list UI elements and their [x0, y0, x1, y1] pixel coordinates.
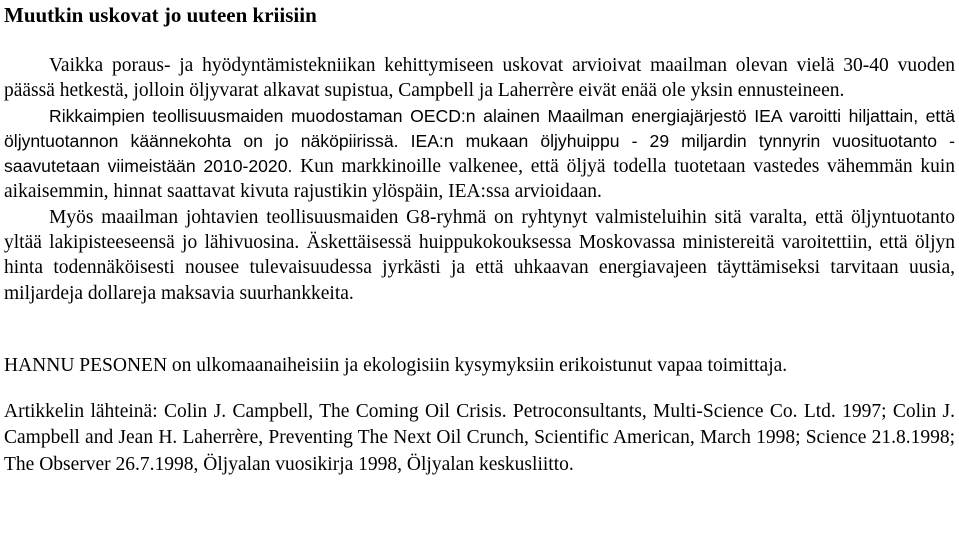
author-note: HANNU PESONEN on ulkomaanaiheisiin ja ekologisiin kysymyksiin erikoistunut vapaa toimittaja. — [4, 354, 788, 376]
paragraph-intro: Vaikka poraus- ja hyödyntämistekniikan kehittymiseen uskovat arvioivat maailman olevan vielä 30-40 vuoden päässä hetkestä, jolloin öljyvarat alkavat supistua, Campbell ja Laherrère eivät enää ole yksin ennusteineen. — [4, 55, 955, 102]
paragraph-g8: Myös maailman johtavien teollisuusmaiden G8-ryhmä on ryhtynyt valmisteluihin sitä varalta, että öljyntuotanto yltää lakipisteeseensä jo lähivuosina. Äskettäisessä huippukokouksessa Moskovassa ministereitä varoitettiin, että öljyn hinta todennäköisesti nousee tulevaisuudessa jyrkästi ja että uhkaavan energiavajeen täyttämiseksi tarvitaan uusia, miljardeja dollareja maksavia suurhankkeita. — [4, 206, 955, 304]
paragraph-iea-part1: Rikkaimpien teollisuusmaiden muodostaman OECD:n alainen Maailman energiajärjestö IEA varoitti hiljattain, että öljyntuotannon käännekohta on jo näköpiirissä. IEA:n mukaan öljyhuippu - 29 miljardin tynnyrin vuosituotanto - saavutetaan viimeistään 2010-2020. — [4, 105, 955, 177]
sources-note: Artikkelin lähteinä: Colin J. Campbell, The Coming Oil Crisis. Petroconsultants, Multi-Science Co. Ltd. 1997; Colin J. Campbell and Jean H. Laherrère, Preventing The Next Oil Crunch, Scientific American, March 1998; Science 21.8.1998; The Observer 26.7.1998, Öljyalan vuosikirja 1998, Öljyalan keskusliitto. — [4, 400, 955, 475]
document-page — [4, 0, 955, 478]
paragraph-iea-part2: Kun markkinoille valkenee, että öljyä todella tuotetaan vastedes vähemmän kuin aikaisemmin, hinnat saattavat kivuta rajustikin ylöspäin, IEA:ssa arvioidaan. — [4, 156, 955, 203]
article-heading: Muutkin uskovat jo uuteen kriisiin — [4, 3, 317, 27]
paragraph-iea — [4, 104, 955, 205]
